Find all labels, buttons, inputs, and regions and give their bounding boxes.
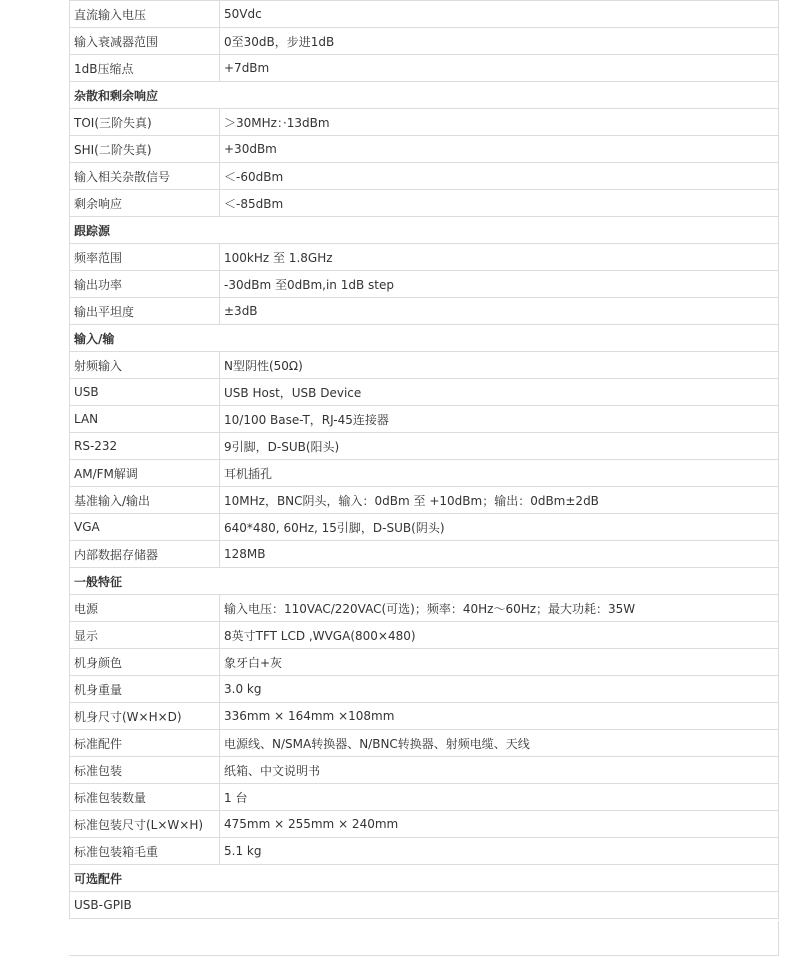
spec-value: 5.1 kg	[220, 838, 779, 865]
section-header-row	[70, 217, 779, 244]
table-row	[70, 730, 779, 757]
spec-value: 10MHz，BNC阴头，输入：0dBm 至 +10dBm；输出：0dBm±2dB	[220, 487, 779, 514]
table-row	[70, 28, 779, 55]
spec-value: 1 台	[220, 784, 779, 811]
table-row	[70, 757, 779, 784]
table-row	[70, 271, 779, 298]
spec-label: 频率范围	[70, 244, 220, 271]
spec-value: 640*480, 60Hz, 15引脚，D-SUB(阴头)	[220, 514, 779, 541]
spec-value: 电源线、N/SMA转换器、N/BNC转换器、射频电缆、天线	[220, 730, 779, 757]
spec-label: 直流输入电压	[70, 1, 220, 28]
section-title: 可选配件	[70, 865, 779, 892]
spec-value: 475mm × 255mm × 240mm	[220, 811, 779, 838]
spec-label: 显示	[70, 622, 220, 649]
table-row	[70, 676, 779, 703]
spec-label: 输出功率	[70, 271, 220, 298]
table-row	[70, 55, 779, 82]
section-title: 跟踪源	[70, 217, 779, 244]
spec-label: 内部数据存储器	[70, 541, 220, 568]
spec-label: 电源	[70, 595, 220, 622]
spec-value: N型阴性(50Ω)	[220, 352, 779, 379]
spec-label: 输入相关杂散信号	[70, 163, 220, 190]
spec-value: USB-GPIB	[70, 892, 779, 919]
spec-table-body	[70, 1, 779, 919]
table-row	[70, 622, 779, 649]
spec-value: ＞30MHz：·13dBm	[220, 109, 779, 136]
spec-value: 10/100 Base-T，RJ-45连接器	[220, 406, 779, 433]
spec-label: 标准包装箱毛重	[70, 838, 220, 865]
table-row	[70, 487, 779, 514]
spec-label: TOI(三阶失真)	[70, 109, 220, 136]
table-row	[70, 433, 779, 460]
table-row	[70, 784, 779, 811]
spec-label: 射频输入	[70, 352, 220, 379]
spec-label: 标准配件	[70, 730, 220, 757]
spec-table	[69, 0, 779, 919]
spec-value: 100kHz 至 1.8GHz	[220, 244, 779, 271]
spec-value: 象牙白+灰	[220, 649, 779, 676]
spec-value: 耳机插孔	[220, 460, 779, 487]
table-row	[70, 1, 779, 28]
table-row	[70, 838, 779, 865]
spec-value: +7dBm	[220, 55, 779, 82]
section-title: 一般特征	[70, 568, 779, 595]
table-footer-frame	[69, 921, 779, 956]
spec-label: 输入衰减器范围	[70, 28, 220, 55]
spec-label: 剩余响应	[70, 190, 220, 217]
spec-label: 机身颜色	[70, 649, 220, 676]
table-row	[70, 892, 779, 919]
spec-value: ＜-60dBm	[220, 163, 779, 190]
spec-label: 机身尺寸(W×H×D)	[70, 703, 220, 730]
table-row	[70, 595, 779, 622]
spec-label: 基准输入/输出	[70, 487, 220, 514]
table-row	[70, 136, 779, 163]
table-row	[70, 541, 779, 568]
table-row	[70, 406, 779, 433]
spec-label: 标准包装数量	[70, 784, 220, 811]
table-row	[70, 649, 779, 676]
spec-label: VGA	[70, 514, 220, 541]
table-row	[70, 163, 779, 190]
spec-label: 标准包装尺寸(L×W×H)	[70, 811, 220, 838]
spec-label: 输出平坦度	[70, 298, 220, 325]
section-header-row	[70, 82, 779, 109]
spec-label: 机身重量	[70, 676, 220, 703]
spec-label: AM/FM解调	[70, 460, 220, 487]
spec-value: 128MB	[220, 541, 779, 568]
section-header-row	[70, 865, 779, 892]
table-row	[70, 109, 779, 136]
table-row	[70, 703, 779, 730]
section-title: 输入/输	[70, 325, 779, 352]
spec-value: ±3dB	[220, 298, 779, 325]
spec-label: 1dB压缩点	[70, 55, 220, 82]
table-row	[70, 352, 779, 379]
table-row	[70, 244, 779, 271]
spec-value: -30dBm 至0dBm,in 1dB step	[220, 271, 779, 298]
table-row	[70, 190, 779, 217]
spec-label: SHI(二阶失真)	[70, 136, 220, 163]
spec-value: 9引脚，D-SUB(阳头)	[220, 433, 779, 460]
spec-label: 标准包装	[70, 757, 220, 784]
section-header-row	[70, 568, 779, 595]
spec-value: 输入电压：110VAC/220VAC(可选)；频率：40Hz～60Hz；最大功耗：35W	[220, 595, 779, 622]
table-row	[70, 298, 779, 325]
spec-label: LAN	[70, 406, 220, 433]
spec-value: 336mm × 164mm ×108mm	[220, 703, 779, 730]
spec-value: 0至30dB，步进1dB	[220, 28, 779, 55]
spec-value: 8英寸TFT LCD ,WVGA(800×480)	[220, 622, 779, 649]
spec-value: USB Host，USB Device	[220, 379, 779, 406]
spec-value: 纸箱、中文说明书	[220, 757, 779, 784]
spec-label: USB	[70, 379, 220, 406]
spec-value: ＜-85dBm	[220, 190, 779, 217]
spec-value: 50Vdc	[220, 1, 779, 28]
section-title: 杂散和剩余响应	[70, 82, 779, 109]
table-row	[70, 811, 779, 838]
spec-value: 3.0 kg	[220, 676, 779, 703]
spec-label: RS-232	[70, 433, 220, 460]
table-row	[70, 460, 779, 487]
table-row	[70, 514, 779, 541]
spec-value: +30dBm	[220, 136, 779, 163]
table-row	[70, 379, 779, 406]
section-header-row	[70, 325, 779, 352]
